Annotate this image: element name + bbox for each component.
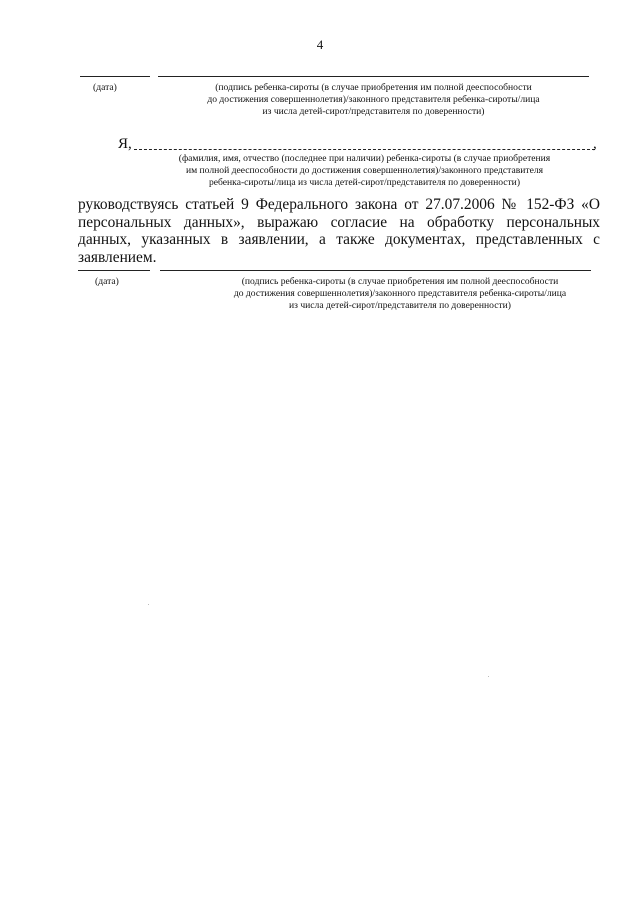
name-caption-line-3: ребенка-сироты/лица из числа детей-сирот/представителя по доверенности)	[208, 177, 521, 188]
name-caption-line-2: им полной дееспособности до достижения совершеннолетия)/законного представителя	[185, 165, 544, 176]
date-caption-1: (дата)	[93, 82, 117, 93]
signature-caption-1	[158, 82, 589, 118]
signature-caption-1-line-3: из числа детей-сирот/представителя по доверенности)	[262, 106, 485, 117]
name-caption-line-1: (фамилия, имя, отчество (последнее при наличии) ребенка-сироты (в случае приобретения	[178, 153, 551, 164]
name-caption	[134, 153, 595, 189]
scan-speck	[488, 676, 489, 677]
signature-caption-2	[190, 276, 610, 312]
consent-intro: Я,	[118, 136, 132, 152]
signature-line-1	[158, 76, 589, 77]
signature-caption-2-line-2: до достижения совершеннолетия)/законного представителя ребенка-сироты/лица	[233, 288, 567, 299]
page-number: 4	[316, 37, 324, 52]
consent-body: руководствуясь статьей 9 Федерального закона от 27.07.2006 № 152-ФЗ «О персональных данных», выражаю согласие на обработку персональных данных, указанных в заявлении, а также документах, представленных с заявлением.	[78, 196, 600, 266]
date-line-1	[80, 76, 150, 77]
signature-caption-2-line-1: (подпись ребенка-сироты (в случае приобретения им полной дееспособности	[241, 276, 559, 287]
signature-caption-1-line-2: до достижения совершеннолетия)/законного представителя ребенка-сироты/лица	[207, 94, 540, 105]
signature-line-2	[160, 270, 591, 271]
consent-comma: ,	[593, 136, 597, 152]
signature-caption-1-line-1: (подпись ребенка-сироты (в случае приобретения им полной дееспособности	[215, 82, 532, 93]
scan-speck	[148, 604, 149, 605]
signature-caption-2-line-3: из числа детей-сирот/представителя по доверенности)	[289, 300, 511, 311]
date-line-2	[78, 270, 150, 271]
date-caption-2: (дата)	[95, 276, 119, 287]
name-dashed-line	[134, 149, 595, 150]
